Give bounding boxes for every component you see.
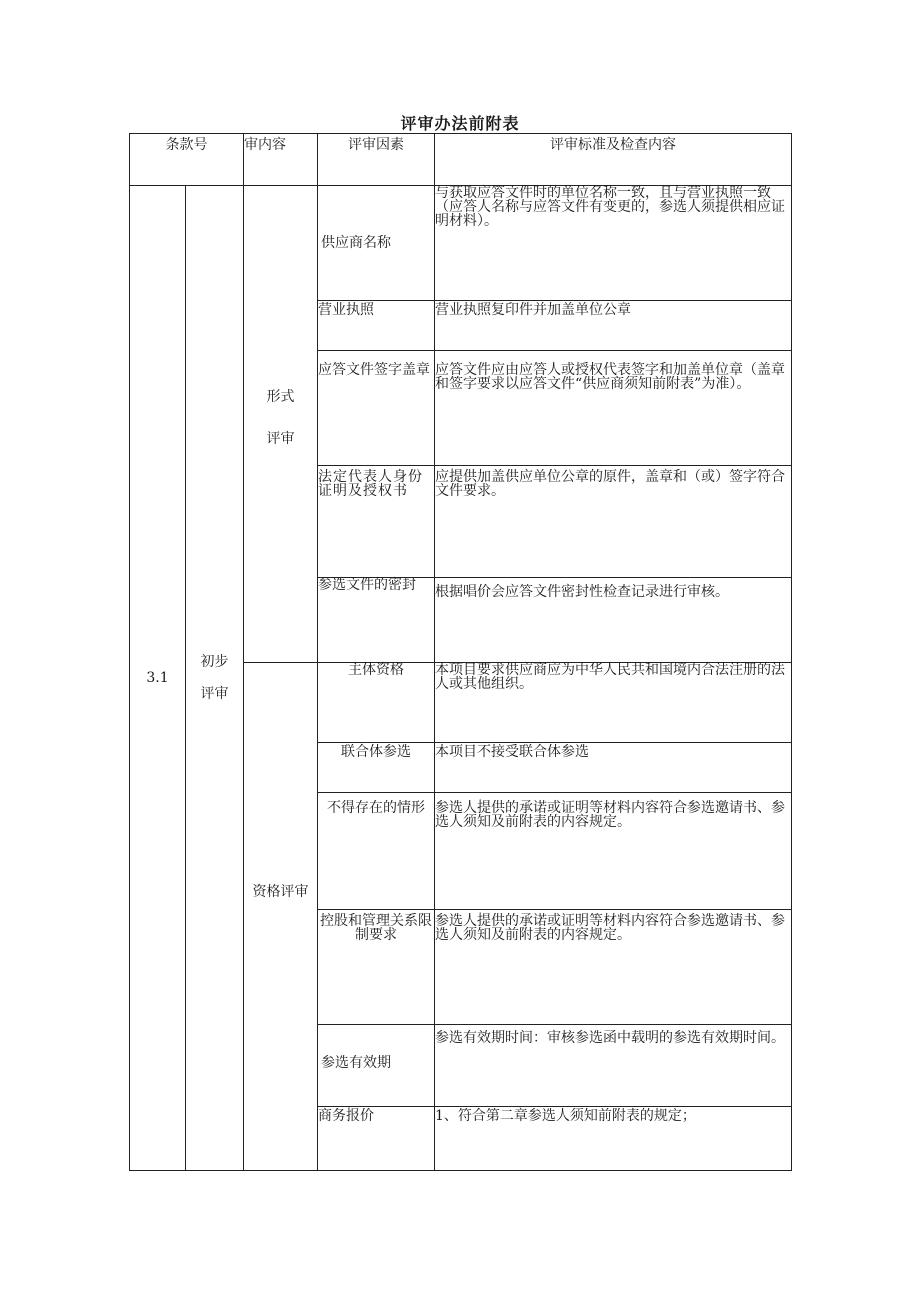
standard-cell: 应提供加盖供应单位公章的原件，盖章和（或）签字符合文件要求。 [435, 466, 792, 578]
group-qualification-review: 资格评审 [244, 663, 318, 1171]
factor-cell: 控股和管理关系限制要求 [318, 910, 435, 1025]
standard-cell: 参选人提供的承诺或证明等材料内容符合参选邀请书、参选人须知及前附表的内容规定。 [435, 793, 792, 910]
evaluation-table [129, 133, 792, 1171]
header-review-standard: 评审标准及检查内容 [435, 134, 792, 186]
clause-number: 3.1 [130, 186, 186, 1171]
standard-cell: 与获取应答文件时的单位名称一致，且与营业执照一致（应答人名称与应答文件有变更的，参选人须提供相应证明材料）。 [435, 186, 792, 301]
group-formal-review [244, 186, 318, 663]
factor-cell: 参选有效期 [318, 1025, 435, 1107]
standard-cell: 1、符合第二章参选人须知前附表的规定； [435, 1107, 792, 1171]
standard-cell: 参选有效期时间：审核参选函中载明的参选有效期时间。 [435, 1025, 792, 1107]
header-review-factor: 评审因素 [318, 134, 435, 186]
factor-cell: 商务报价 [318, 1107, 435, 1171]
table-header-row [130, 134, 792, 186]
header-clause-no: 条款号 [130, 134, 244, 186]
factor-cell: 参选文件的密封 [318, 578, 435, 663]
standard-cell: 营业执照复印件并加盖单位公章 [435, 301, 792, 351]
standard-cell: 根据唱价会应答文件密封性检查记录进行审核。 [435, 578, 792, 663]
standard-cell: 本项目要求供应商应为中华人民共和国境内合法注册的法人或其他组织。 [435, 663, 792, 743]
factor-cell: 主体资格 [318, 663, 435, 743]
stage-label [186, 186, 244, 1171]
factor-cell: 法定代表人身份证明及授权书 [318, 466, 435, 578]
standard-cell: 应答文件应由应答人或授权代表签字和加盖单位章（盖章和签字要求以应答文件“供应商须知前附表”为准）。 [435, 351, 792, 466]
group-formal-line2: 评审 [266, 431, 295, 447]
header-review-content: 审内容 [244, 134, 318, 186]
factor-cell: 联合体参选 [318, 743, 435, 793]
standard-cell: 本项目不接受联合体参选 [435, 743, 792, 793]
stage-label-line2: 评审 [200, 686, 229, 702]
factor-cell: 营业执照 [318, 301, 435, 351]
page-title: 评审办法前附表 [400, 114, 520, 133]
factor-cell: 不得存在的情形 [318, 793, 435, 910]
group-formal-line1: 形式 [266, 389, 295, 405]
factor-cell: 供应商名称 [318, 186, 435, 301]
table-row [130, 186, 792, 301]
factor-cell: 应答文件签字盖章 [318, 351, 435, 466]
stage-label-line1: 初步 [200, 654, 229, 670]
standard-cell: 参选人提供的承诺或证明等材料内容符合参选邀请书、参选人须知及前附表的内容规定。 [435, 910, 792, 1025]
